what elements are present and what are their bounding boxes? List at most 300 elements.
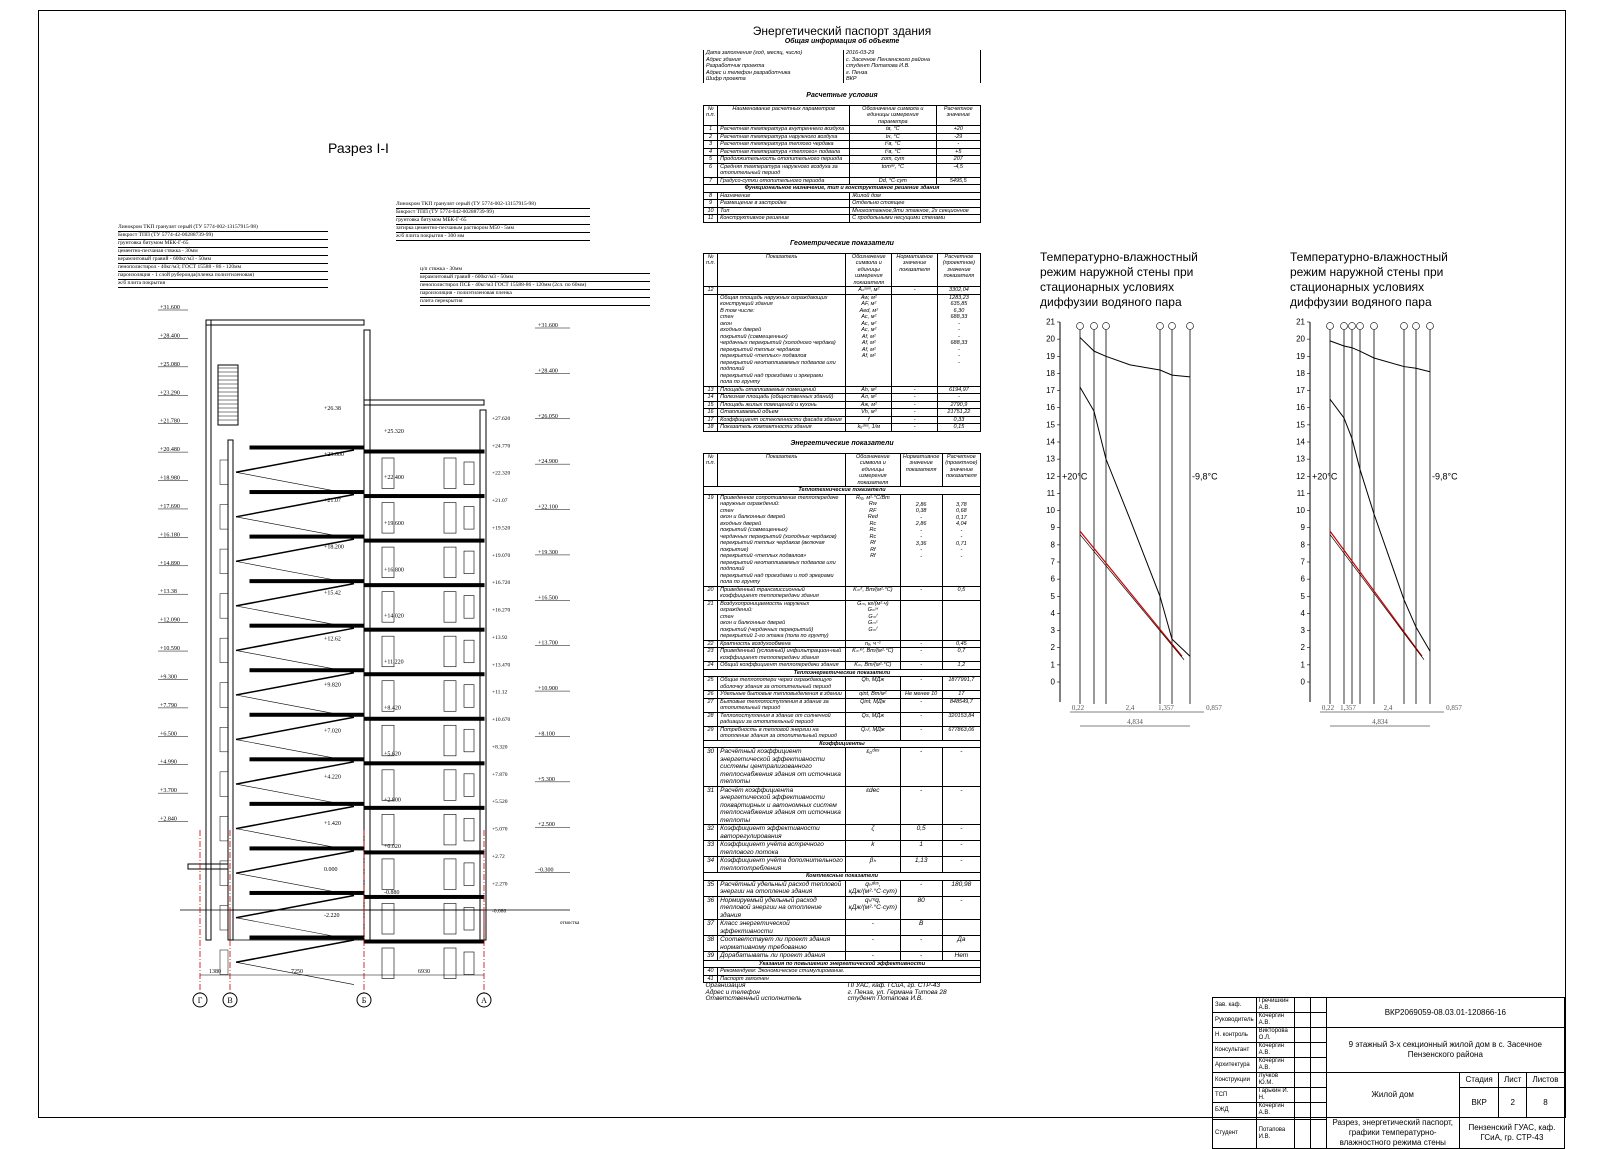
y-tick-label: 17 — [1296, 386, 1305, 396]
table-cell: Расчетная температура «теплого» подвала — [718, 148, 850, 156]
table-cell: 16 — [704, 409, 718, 417]
level-mark-inner-right: +5.070 — [492, 826, 508, 833]
window-stair — [220, 950, 228, 975]
table-cell: 0,5 — [900, 825, 942, 841]
cell-line: входных дверей — [720, 520, 762, 527]
table-cell: 25 — [704, 677, 718, 691]
table-row — [704, 394, 981, 402]
y-tick-label: 2 — [1050, 643, 1055, 653]
role: Конструкции — [1213, 1073, 1257, 1088]
cell-line: перекрытий неотапливаемых подвалов или подполий — [720, 359, 836, 372]
table-cell: 0,33 — [937, 416, 980, 424]
table-row — [704, 141, 981, 149]
table-row — [704, 133, 981, 141]
pressure-line-alt — [1080, 535, 1184, 660]
table-cell — [892, 294, 937, 386]
person: Кочергин А.В. — [1256, 1013, 1294, 1028]
table-cell: - — [900, 698, 942, 712]
table-cell: - — [900, 677, 942, 691]
door — [444, 859, 456, 890]
layer-left: пенополистирол - 40кг/м3; ГОСТ 15588 - 86 - 120мм — [118, 264, 328, 272]
table-row — [704, 126, 981, 134]
cell-line: 2,86 — [915, 521, 927, 527]
table-cell: Qs, МДж — [846, 712, 900, 726]
table-cell: - — [900, 952, 942, 961]
table-cell: - — [846, 952, 900, 961]
table-cell — [942, 920, 980, 936]
person: Гречишкин А.В. — [1256, 998, 1294, 1013]
dimension-label: 1380 — [209, 969, 221, 975]
dimension-label: 0,857 — [1446, 704, 1462, 712]
window — [464, 596, 474, 619]
level-mark-left: +20.480 — [160, 447, 180, 454]
level-mark-inner: +16.800 — [384, 567, 404, 574]
table-cell: 6 — [704, 163, 718, 177]
table-row — [704, 825, 981, 841]
level-mark-left: +17.690 — [160, 503, 180, 510]
table-cell: 0,15 — [937, 424, 980, 432]
level-mark-inner: 0.000 — [324, 866, 338, 873]
table-cell: Ah, м² — [846, 386, 892, 394]
table-cell — [942, 494, 980, 586]
level-mark-inner: +11.220 — [384, 659, 404, 666]
table-cell: 31 — [704, 786, 718, 825]
cell-line: - — [957, 359, 960, 366]
cell-line: 0,68 — [956, 508, 967, 514]
table-cell: ВКР — [844, 76, 981, 83]
table-cell: 36 — [704, 896, 718, 920]
section-row — [704, 873, 981, 881]
door — [444, 948, 456, 979]
table-row — [704, 952, 981, 961]
layer-left: Линокром ТКП гранулят серый (ТУ 5774-002-13157915-98) — [118, 224, 328, 232]
cell-line: Gₘʷ — [867, 607, 879, 613]
table-cell: Полезная площадь (общественных зданий) — [718, 394, 846, 402]
level-mark-inner-right: +16.720 — [492, 580, 511, 587]
cell-line: Rf — [870, 540, 876, 546]
level-mark-inner: +18.200 — [324, 544, 344, 551]
door — [444, 814, 456, 845]
cell-line: AF, м² — [861, 301, 877, 307]
table-row — [704, 207, 981, 215]
table-cell: 17 — [704, 416, 718, 424]
layer-floor: ц/п стяжка - 30мм — [420, 266, 650, 274]
level-mark-inner-right: +27.620 — [492, 416, 511, 422]
table-cell: 11 — [704, 215, 718, 223]
cell-line: 635,85 — [950, 301, 968, 307]
table-cell: Приведенный (условный) инфильтрацион-ный коэффициент теплопередачи здания — [718, 648, 846, 662]
table-cell: - — [892, 409, 937, 417]
cell-line: чердачных перекрытий (холодного чердака) — [720, 340, 836, 346]
level-mark-right: +31.600 — [538, 323, 558, 329]
table-cell — [942, 600, 980, 640]
section-row — [704, 669, 981, 677]
section-title: Разрез I-I — [328, 140, 389, 156]
cell-line: 4,04 — [956, 521, 967, 527]
saturation-line — [1080, 387, 1190, 656]
table-cell: Ответственный исполнитель — [705, 995, 802, 1002]
table-cell: Расчетная температура внутреннего воздуха — [718, 126, 850, 134]
table-cell: - — [937, 394, 980, 402]
level-mark-left: +23.290 — [160, 390, 180, 397]
window-stair — [220, 905, 228, 930]
dimension-label: 1,357 — [1340, 704, 1356, 712]
table-cell: - — [942, 841, 980, 857]
table-cell — [846, 294, 892, 386]
energy-title: Энергетические показатели — [790, 439, 894, 447]
level-mark-right: +26.050 — [538, 413, 558, 420]
energy-passport — [703, 24, 981, 1003]
floor-slab — [364, 895, 484, 898]
layer-floor: пароизоляция - полиэтиленовая пленка — [420, 290, 650, 298]
table-row — [704, 600, 981, 640]
table-cell: Общие теплопотери через ограждающую оболочку здания за отопительный период — [718, 677, 846, 691]
table-row — [704, 76, 981, 83]
section-heading: Теплоэнергетические показатели — [704, 669, 981, 677]
sheet-name: Жилой дом — [1326, 1073, 1459, 1118]
table-cell: Конструктивное решение — [718, 215, 850, 223]
level-mark-right: +2.500 — [538, 822, 555, 829]
landing-slab — [250, 446, 364, 449]
y-tick-label: 21 — [1046, 317, 1055, 327]
level-mark-inner: -0.880 — [384, 889, 400, 896]
table-row — [704, 386, 981, 394]
level-mark-left: +6.500 — [160, 731, 177, 738]
table-row — [704, 287, 981, 295]
table-cell: Dd, °C·сут — [850, 177, 936, 185]
table-cell: Нормируемый удельный расход тепловой энергии на отопление здания — [718, 896, 846, 920]
table-cell: ПГУАС, каф. ГСиА, гр. СТР-43 — [847, 982, 940, 989]
landing-slab — [250, 535, 364, 538]
door — [444, 770, 456, 801]
window-stair — [220, 727, 228, 752]
layer-marker — [1413, 323, 1420, 330]
table-row — [704, 896, 981, 920]
level-mark-right: +13.700 — [538, 640, 558, 647]
table-cell: Соответствует ли проект здания нормативному требованию — [718, 936, 846, 952]
table-cell: Qint, МДж — [846, 698, 900, 712]
dimension-label: 2,4 — [1125, 704, 1135, 712]
table-row — [704, 880, 981, 896]
cell-line: перекрытий 1-го этажа (пола по грунту) — [720, 633, 829, 639]
person: Лучков Ю.М. — [1256, 1073, 1294, 1088]
table-cell: 80 — [900, 896, 942, 920]
table-cell: 17 — [942, 691, 980, 699]
table-cell: tн, °C — [850, 133, 936, 141]
table-cell: Расчёт коэффициента энергетической эффективности поквартирных и автономных систем теплоснабжения здания от источника теплоты — [718, 786, 846, 825]
door — [382, 503, 394, 534]
cell-line: - — [920, 514, 923, 521]
level-mark-right: -0.300 — [538, 867, 554, 874]
table-row — [704, 494, 981, 586]
y-tick-label: 16 — [1296, 403, 1305, 413]
passport-title: Энергетический паспорт здания — [752, 24, 932, 38]
table-cell: г. Пенза, ул. Германа Титова 28 — [847, 988, 947, 996]
table-cell: - — [892, 401, 937, 409]
table-row — [704, 177, 981, 185]
table-cell: 23 — [704, 648, 718, 662]
window — [464, 729, 474, 752]
level-mark-left: +14.890 — [160, 560, 180, 567]
cell-line: Ac, м² — [861, 320, 877, 327]
table-row — [704, 920, 981, 936]
table-row — [704, 401, 981, 409]
table-cell: Бытовые теплопоступления в здание за отопительный период — [718, 698, 846, 712]
table-cell — [937, 294, 980, 386]
level-mark-inner-right: +19.070 — [492, 552, 511, 559]
table-cell: 0,45 — [942, 640, 980, 648]
y-tick-label: 2 — [1300, 643, 1305, 653]
y-tick-label: 10 — [1046, 506, 1055, 516]
cell-line: - — [960, 553, 963, 560]
table-cell: 0,5 — [942, 586, 980, 600]
table-cell: 15 — [704, 401, 718, 409]
window — [464, 551, 474, 574]
table-row — [704, 416, 981, 424]
layer-marker — [1401, 323, 1408, 330]
building-section-svg — [150, 300, 600, 1020]
door — [382, 903, 394, 934]
table-cell: tв, °C — [850, 126, 936, 134]
temperature-line — [1080, 337, 1190, 376]
cell-line: перекрытий над проездами и под эркерами — [720, 572, 834, 579]
table-cell: - — [942, 786, 980, 825]
axis-label: В — [227, 996, 233, 1005]
table-row — [704, 163, 981, 177]
table-cell: 35 — [704, 880, 718, 896]
layer-marker — [1187, 323, 1194, 330]
level-mark-inner-right: +2.270 — [492, 881, 508, 888]
chart1-title: Температурно-влажностный режим наружной стены при стационарных условиях диффузии водяного пара — [1040, 250, 1198, 309]
y-tick-label: 5 — [1050, 591, 1055, 601]
cell-line: стен — [720, 314, 734, 320]
table-row — [704, 748, 981, 787]
layer-marker — [1341, 323, 1348, 330]
cell-line: пола по грунту — [720, 379, 760, 385]
cell-line: Gₘᶠ — [868, 613, 878, 620]
header-row — [704, 253, 981, 287]
table-cell: Адрес и телефон разработчика — [704, 70, 844, 77]
cell-line: Приведенное сопротивление теплопередаче наружных ограждений: — [720, 494, 839, 507]
table-cell: 20 — [704, 586, 718, 600]
layer-left: цементно-песчаная стяжка - 30мм — [118, 248, 328, 256]
table-cell: 2016-03-29 — [844, 50, 981, 57]
y-tick-label: 1 — [1300, 660, 1305, 670]
y-tick-label: 14 — [1296, 437, 1305, 447]
table-cell: С продольными несущими стенами — [850, 215, 981, 223]
cell-line: Rc — [869, 527, 877, 533]
y-tick-label: 0 — [1050, 677, 1055, 687]
door — [382, 814, 394, 845]
level-mark-inner: +22.400 — [384, 475, 404, 482]
table-cell — [900, 600, 942, 640]
table-cell: Aл, м² — [846, 394, 892, 402]
table-row — [704, 677, 981, 691]
layer-marker — [1157, 323, 1164, 330]
header-cell: № п.п. — [704, 453, 718, 487]
table-cell: - — [846, 936, 900, 952]
chart1-svg — [1020, 312, 1230, 762]
table-cell: Kₘ, Вт/(м²·°С) — [846, 662, 900, 670]
level-mark-left: +3.700 — [160, 788, 177, 795]
cell-line: Red — [867, 514, 878, 520]
roof-main — [364, 400, 484, 405]
table-cell: - — [892, 287, 937, 295]
table-row — [704, 648, 981, 662]
window — [464, 907, 474, 930]
table-cell: 18 — [704, 424, 718, 432]
layer-marker — [1091, 323, 1098, 330]
level-mark-left: +18.980 — [160, 475, 180, 482]
window — [464, 863, 474, 886]
window-stair — [220, 638, 228, 663]
table-cell: - — [892, 416, 937, 424]
table-cell: Адрес и телефон — [705, 988, 760, 996]
table-cell: 39 — [704, 952, 718, 961]
y-tick-label: 13 — [1296, 454, 1305, 464]
level-mark-inner: +26.38 — [324, 406, 341, 412]
cell-line: чердачных перекрытий (холодных чердаков) — [720, 533, 837, 540]
table-cell — [846, 600, 900, 640]
level-mark-right: +5.300 — [538, 776, 555, 783]
cell-line: Rᵣ₀, м²·°С/Вт — [855, 494, 890, 501]
table-cell: qₕʳᵉq, кДж/(м²·°С·сут) — [846, 896, 900, 920]
table-cell: Коэффициент учёта дополнительного теплопотребления — [718, 857, 846, 873]
table-cell — [718, 287, 846, 295]
table-cell: ζ — [846, 825, 900, 841]
table-cell: - — [900, 880, 942, 896]
cell-line: Общая площадь наружных ограждающих конструкций здания — [720, 294, 828, 307]
window-stair — [220, 861, 228, 886]
title-block — [1212, 997, 1565, 1149]
table-cell: Не менее 10 — [900, 691, 942, 699]
table-cell — [704, 294, 718, 386]
person: Потапова И.В. — [1256, 1119, 1294, 1148]
table-cell: Qₕʸ, МДж — [846, 726, 900, 740]
level-mark-inner-right: +19.520 — [492, 525, 511, 532]
section-heading: Функциональное назначение, тип и конструктивное решение здания — [704, 185, 981, 193]
layer-floor: керамзитовый гравий - 600кг/м3 - 50мм — [420, 274, 650, 282]
table-cell: Расчетная температура наружного воздуха — [718, 133, 850, 141]
saturation-line — [1330, 399, 1430, 651]
level-mark-inner: +23.600 — [324, 452, 344, 459]
cell-line: Rc — [869, 520, 877, 527]
level-mark-inner-right: +10.670 — [492, 717, 511, 724]
dimension-label: 0,22 — [1321, 704, 1335, 712]
level-mark-inner-right: +22.320 — [492, 470, 511, 477]
cell-line: - — [957, 346, 960, 353]
table-cell: εdec — [846, 786, 900, 825]
table-cell: 848549,7 — [942, 698, 980, 712]
calc-title: Расчетные условия — [806, 91, 878, 99]
role: Руководитель — [1213, 1013, 1257, 1028]
dimension-label: 0,22 — [1071, 704, 1085, 712]
section-heading: Коэффициенты — [704, 740, 981, 748]
level-mark-left: +13.38 — [160, 589, 177, 596]
door — [444, 903, 456, 934]
layer-right: грунтовка битумом МБК-Г-65 — [396, 217, 590, 225]
energy-table — [703, 453, 981, 1003]
table-cell: г. Пенза — [844, 70, 981, 77]
table-cell: 10 — [704, 207, 718, 215]
door — [444, 547, 456, 578]
table-cell: 40 — [704, 968, 718, 976]
layer-marker — [1077, 323, 1084, 330]
table-cell: 1877991,7 — [942, 677, 980, 691]
person: Кочергин А.В. — [1256, 1103, 1294, 1118]
pressure-line — [1080, 531, 1182, 656]
window — [464, 507, 474, 530]
table-cell: Расчётный удельный расход тепловой энергии на отопление здания — [718, 880, 846, 896]
entrance-canopy — [188, 864, 228, 869]
door — [444, 681, 456, 712]
table-cell: nₐ, ч⁻¹ — [846, 640, 900, 648]
y-tick-label: 14 — [1046, 437, 1055, 447]
cell-line: 0,38 — [915, 508, 927, 514]
table-cell: 14 — [704, 394, 718, 402]
table-cell: -29 — [936, 133, 981, 141]
axis-label: Б — [361, 996, 367, 1005]
table-cell: 3 — [704, 141, 718, 149]
level-mark-inner: +0.020 — [384, 843, 401, 850]
door — [382, 770, 394, 801]
table-cell: 32 — [704, 825, 718, 841]
table-row — [704, 200, 981, 208]
y-tick-label: 7 — [1300, 557, 1305, 567]
level-mark-left: +31.600 — [160, 305, 180, 311]
layer-marker — [1357, 323, 1364, 330]
cell-line: Воздухопроницаемость наружных ограждений: — [720, 600, 810, 613]
level-mark-inner: +5.620 — [384, 751, 401, 758]
layer-right: Бикрост ТПП (ТУ 5774-042-00288739-99) — [396, 209, 590, 217]
table-cell — [846, 494, 900, 586]
inside-temp: +20°C — [1312, 471, 1338, 482]
table-cell: - — [900, 936, 942, 952]
y-tick-label: 5 — [1300, 591, 1305, 601]
table-cell: 2 — [704, 133, 718, 141]
table-cell: Удельные бытовые тепловыделения в здании — [718, 691, 846, 699]
table-cell: 26 — [704, 691, 718, 699]
table-cell: 1,13 — [900, 857, 942, 873]
table-cell: tотᵃᵛ, °C — [850, 163, 936, 177]
table-cell: Нет — [942, 952, 980, 961]
header-cell: Наименование расчетных параметров — [718, 105, 850, 126]
level-mark-left: +9.300 — [160, 674, 177, 681]
table-cell: 30 — [704, 748, 718, 787]
table-cell: Расчётный коэффициент энергетической эффективности системы централизованного теплоснабжения здания от источника теплоты — [718, 748, 846, 787]
table-cell — [718, 294, 846, 386]
table-cell: Продолжительность отопительного периода — [718, 156, 850, 164]
table-row — [704, 662, 981, 670]
table-cell: tᶜв, °C — [850, 141, 936, 149]
table-cell: с. Засечное Пензенского района — [844, 57, 981, 64]
level-mark-right: +22.100 — [538, 504, 558, 511]
table-row — [704, 968, 981, 976]
table-cell: - — [900, 662, 942, 670]
table-cell: 1,2 — [942, 662, 980, 670]
layer-left: грунтовка битумом МБК-Г-65 — [118, 240, 328, 248]
layer-marker — [1327, 323, 1334, 330]
cell-line: В том числе: — [720, 307, 755, 314]
table-cell: - — [900, 586, 942, 600]
table-cell: - — [846, 920, 900, 936]
table-cell: Паспорт заполнен — [718, 975, 981, 983]
cell-line: пола по грунту — [720, 579, 760, 585]
table-cell — [718, 600, 846, 640]
level-mark-right: +19.300 — [538, 549, 558, 556]
table-cell: 28 — [704, 712, 718, 726]
y-tick-label: 19 — [1296, 351, 1305, 361]
